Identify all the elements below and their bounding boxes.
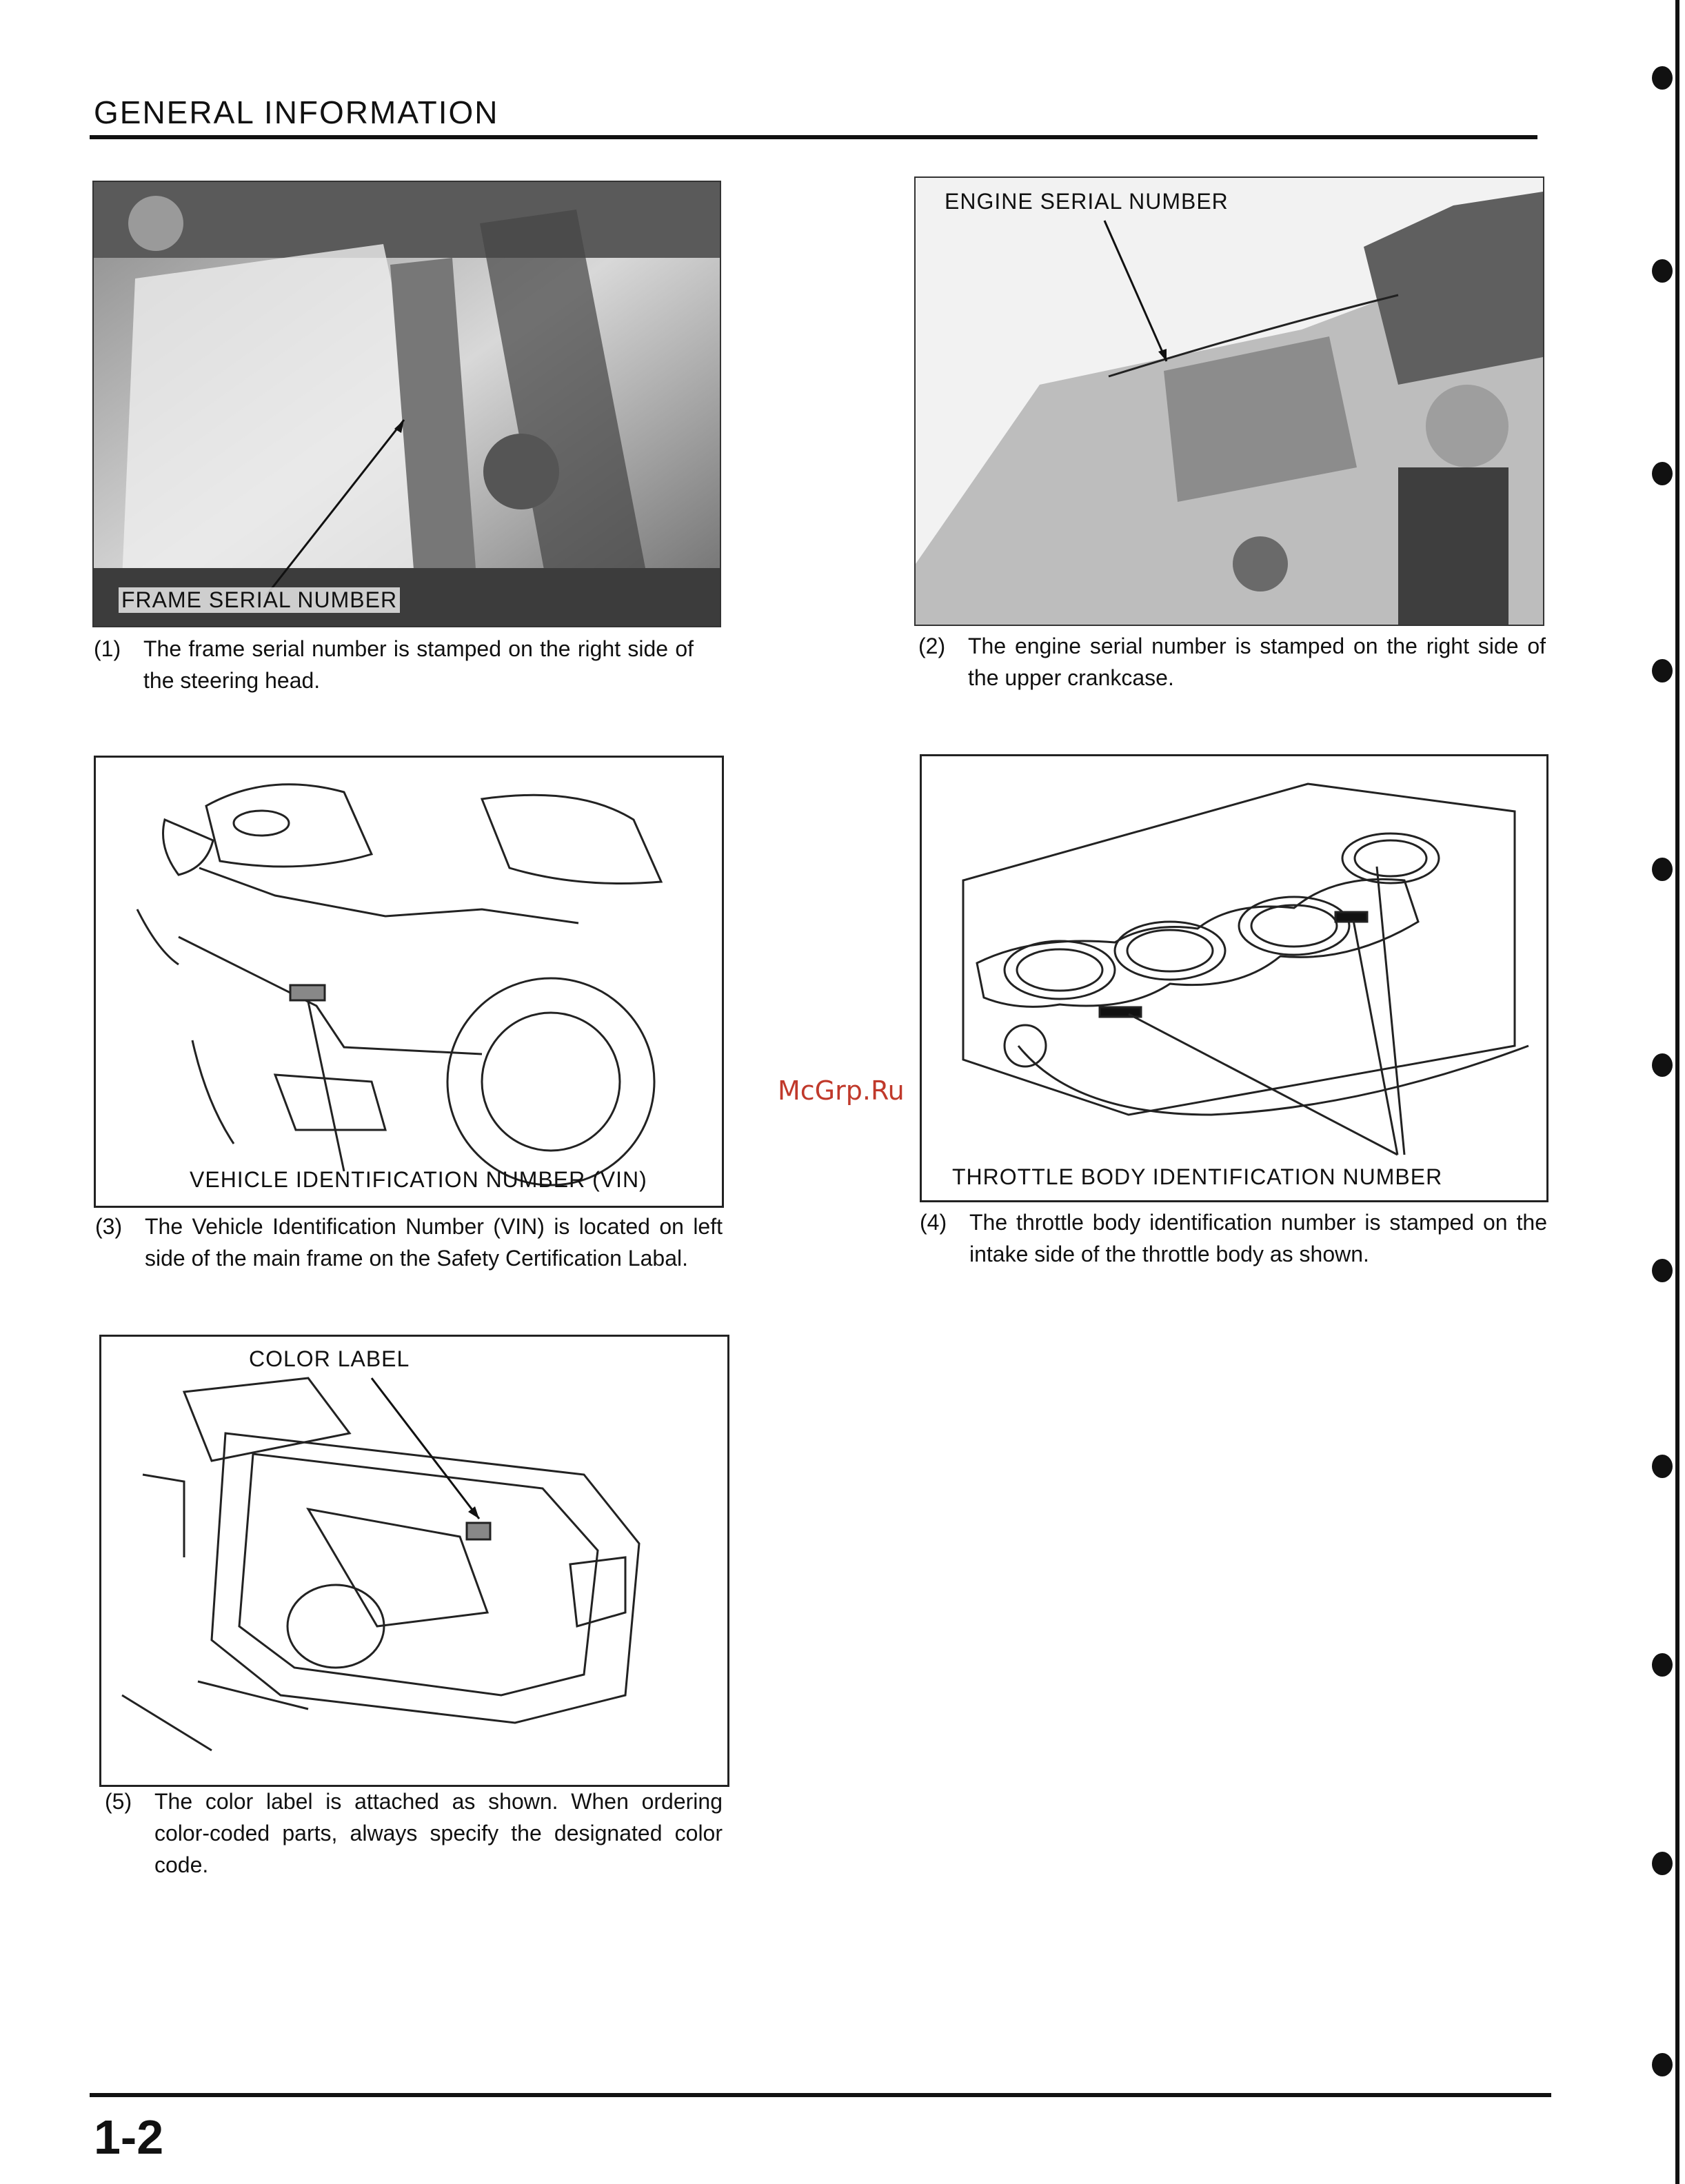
binder-hole-dot <box>1652 1852 1673 1875</box>
caption-1 <box>94 633 694 696</box>
caption-4 <box>920 1206 1547 1270</box>
binder-hole-dot <box>1652 1653 1673 1677</box>
caption-2-number: (2) <box>918 634 946 658</box>
throttle-body-diagram-box <box>920 754 1548 1202</box>
binder-hole-dot <box>1652 2053 1673 2076</box>
vin-label: VEHICLE IDENTIFICATION NUMBER (VIN) <box>190 1167 647 1192</box>
engine-serial-leader <box>1103 219 1186 371</box>
footer-rule <box>90 2093 1551 2097</box>
engine-serial-photo <box>914 176 1544 626</box>
caption-5-number: (5) <box>105 1789 132 1814</box>
binder-hole-dot <box>1652 1259 1673 1282</box>
caption-1-number: (1) <box>94 636 121 661</box>
caption-3 <box>95 1211 723 1274</box>
caption-5 <box>105 1786 723 1881</box>
watermark-text: McGrp.Ru <box>778 1075 905 1106</box>
caption-3-text: The Vehicle Identification Number (VIN) is located on left side of the main frame on the Safety Certification Labal. <box>145 1214 723 1271</box>
throttle-body-label: THROTTLE BODY IDENTIFICATION NUMBER <box>952 1164 1443 1189</box>
caption-2-text: The engine serial number is stamped on the right side of the upper crankcase. <box>968 634 1546 690</box>
page-number: 1-2 <box>94 2110 164 2164</box>
color-label-leader <box>370 1377 508 1528</box>
engine-serial-label: ENGINE SERIAL NUMBER <box>945 189 1229 214</box>
caption-4-text: The throttle body identification number is stamped on the intake side of the throttle body as shown. <box>969 1210 1547 1266</box>
caption-2 <box>918 630 1546 694</box>
caption-4-number: (4) <box>920 1210 947 1235</box>
binder-hole-dot <box>1652 858 1673 881</box>
page-edge-border <box>1675 0 1679 2184</box>
binder-hole-dot <box>1652 1455 1673 1478</box>
binder-hole-dot <box>1652 259 1673 283</box>
page-title: GENERAL INFORMATION <box>94 94 499 130</box>
frame-serial-photo <box>92 181 721 627</box>
caption-1-text: The frame serial number is stamped on the right side of the steering head. <box>143 636 694 693</box>
binder-hole-dot <box>1652 1053 1673 1077</box>
color-label-label: COLOR LABEL <box>249 1346 410 1371</box>
vin-diagram-box <box>94 756 724 1208</box>
binder-hole-dot <box>1652 462 1673 485</box>
caption-3-number: (3) <box>95 1214 123 1239</box>
frame-serial-label: FRAME SERIAL NUMBER <box>119 587 400 613</box>
binder-hole-dot <box>1652 659 1673 682</box>
color-label-diagram-box <box>99 1335 729 1787</box>
binder-hole-dot <box>1652 66 1673 90</box>
header-rule <box>90 135 1537 139</box>
caption-5-text: The color label is attached as shown. When ordering color-coded parts, always specify the designated color code. <box>154 1789 723 1877</box>
